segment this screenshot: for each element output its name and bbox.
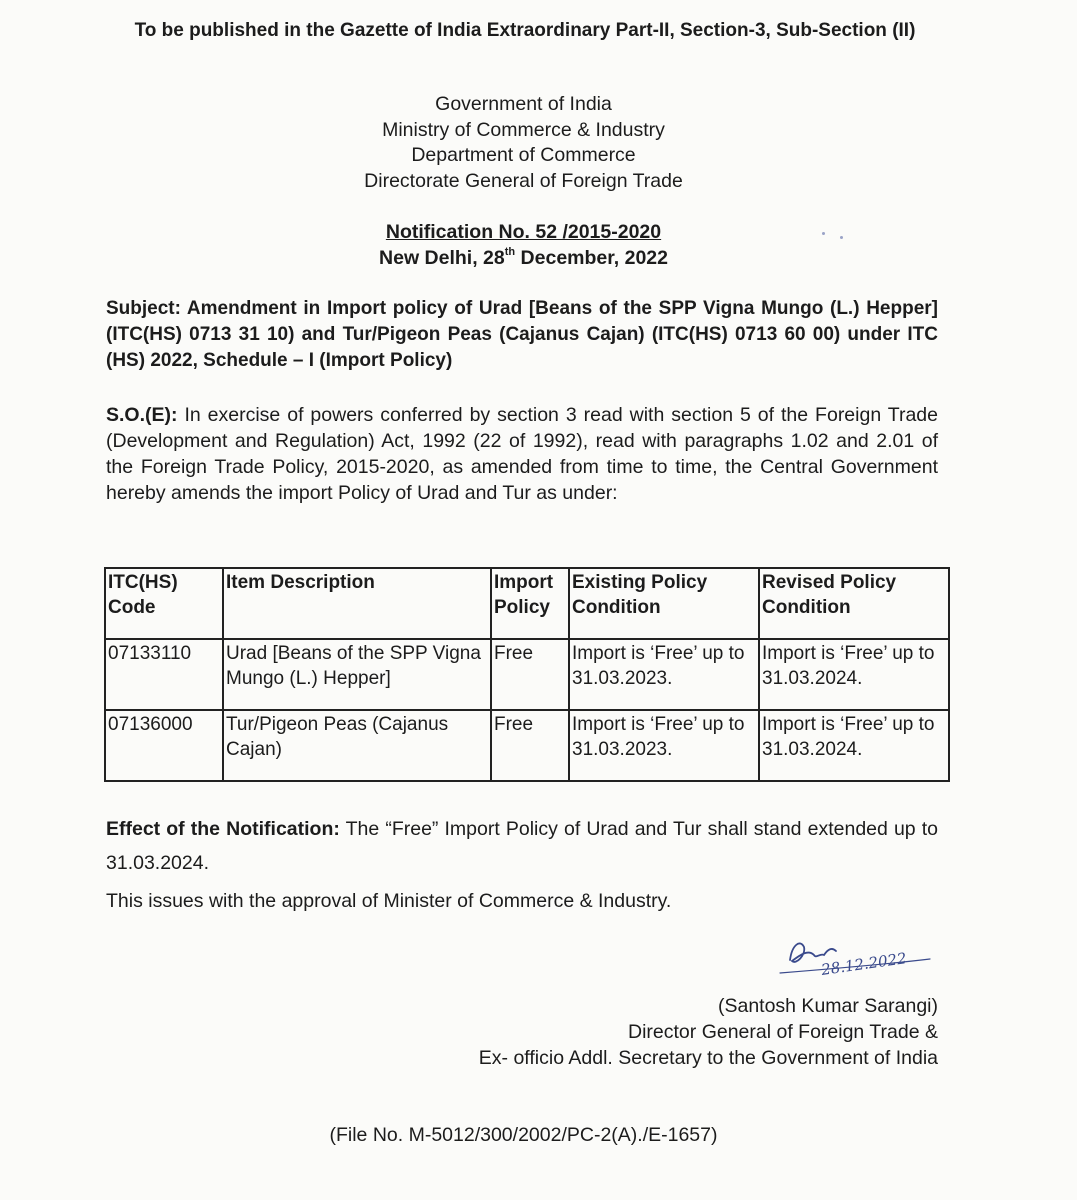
signature-date: 28.12.2022 [820,949,908,979]
table-row [105,710,949,781]
signatory-title: Director General of Foreign Trade & [628,1021,938,1043]
so-label: S.O.(E): [106,404,178,426]
effect-text: The “Free” Import Policy of Urad and Tur shall stand extended up to 31.03.2024. [106,818,938,874]
so-text: In exercise of powers conferred by section 3 read with section 5 of the Foreign Trade (Development and Regulation) Act, 1992 (22 of 1992), read with paragraphs 1.02 and 2.01 of the Foreign Trade Policy, 2015-2020, as amended from time to time, the Central Government hereby amends the import Policy of Urad and Tur as under: [106,404,938,504]
notification-block [0,219,1047,271]
notification-date [0,245,1047,271]
header-import-policy: Import Policy [491,568,569,639]
handwritten-signature [770,925,950,985]
issuing-authority-block [0,92,1047,194]
cell-revised-condition: Import is ‘Free’ up to 31.03.2024. [759,710,949,781]
policy-table [104,567,950,782]
table-row [105,639,949,710]
cell-itc-code: 07136000 [105,710,223,781]
notification-place: New Delhi, 28 [379,247,505,269]
cell-import-policy: Free [491,639,569,710]
signatory-block [380,993,938,1071]
signatory-designation: Ex- officio Addl. Secretary to the Government of India [478,1047,938,1069]
government-line: Government of India [435,93,612,115]
cell-item-description: Urad [Beans of the SPP Vigna Mungo (L.) Hepper] [223,639,491,710]
directorate-line: Directorate General of Foreign Trade [364,169,683,192]
notification-number: Notification No. 52 /2015-2020 [385,221,662,243]
signatory-name: (Santosh Kumar Sarangi) [717,995,938,1017]
date-suffix: th [504,246,516,258]
approval-line: This issues with the approval of Minister of Commerce & Industry. [106,890,672,912]
header-itc-code: ITC(HS) Code [105,568,223,639]
cell-revised-condition: Import is ‘Free’ up to 31.03.2024. [759,639,949,710]
paper-speck [840,236,843,239]
header-item-description: Item Description [223,568,491,639]
cell-existing-condition: Import is ‘Free’ up to 31.03.2023. [569,710,759,781]
cell-import-policy: Free [491,710,569,781]
header-existing-condition: Existing Policy Condition [569,568,759,639]
subject-paragraph: Subject: Amendment in Import policy of Urad [Beans of the SPP Vigna Mungo (L.) Hepper] (ITC(HS) 0713 31 10) and Tur/Pigeon Peas (Cajanus Cajan) (ITC(HS) 0713 60 00) under ITC (HS) 2022, Schedule – I (Import Policy) [106,298,938,371]
header-revised-condition: Revised Policy Condition [759,568,949,639]
paper-speck [822,232,825,235]
file-number: (File No. M-5012/300/2002/PC-2(A)./E-1657) [329,1124,718,1146]
notification-date-rest: December, 2022 [515,247,668,269]
department-line: Department of Commerce [411,144,636,166]
cell-existing-condition: Import is ‘Free’ up to 31.03.2023. [569,639,759,710]
cell-item-description: Tur/Pigeon Peas (Cajanus Cajan) [223,710,491,781]
gazette-heading: To be published in the Gazette of India Extraordinary Part-II, Section-3, Sub-Section (II) [134,20,916,41]
table-header-row [105,568,949,639]
effect-label: Effect of the Notification: [106,818,340,840]
order-paragraph [106,402,938,506]
cell-itc-code: 07133110 [105,639,223,710]
effect-paragraph [106,812,938,880]
ministry-line: Ministry of Commerce & Industry [382,118,665,141]
